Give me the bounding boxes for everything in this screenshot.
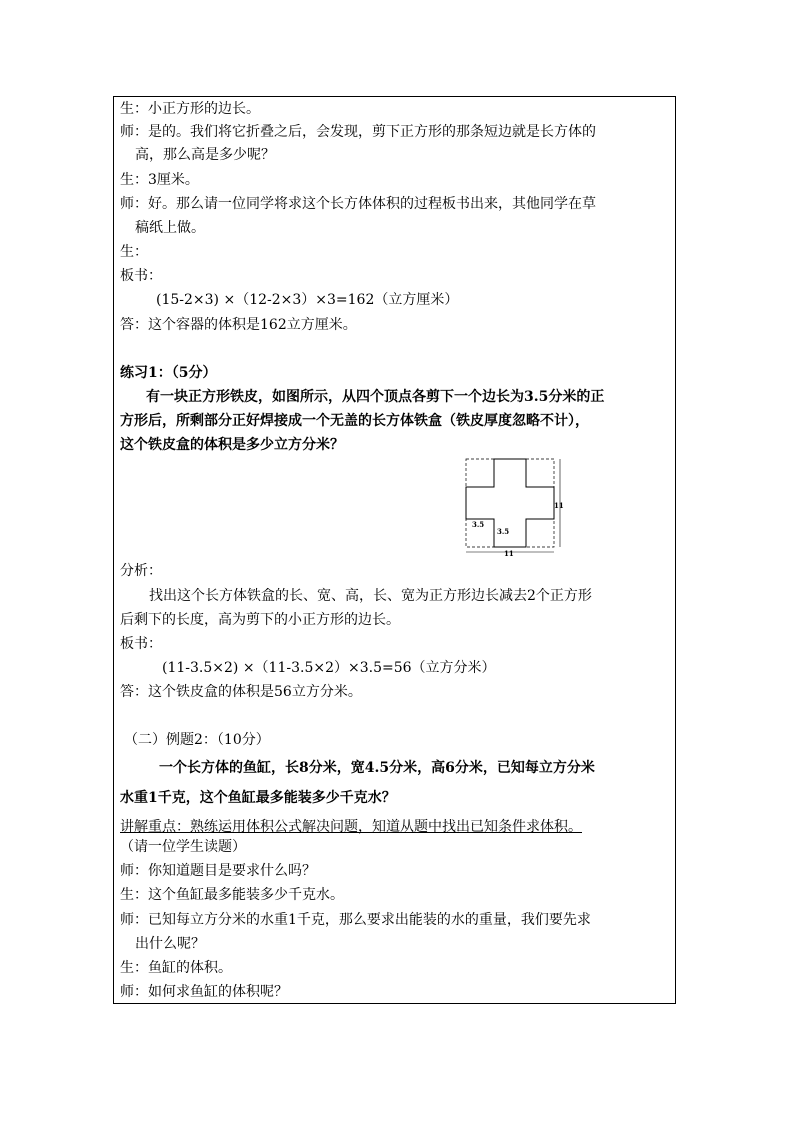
cross-diagram bbox=[464, 457, 568, 557]
text-line: 高，那么高是多少呢？ bbox=[135, 147, 275, 163]
answer-line: 答：这个铁皮盒的体积是56立方分米。 bbox=[120, 684, 362, 700]
side-label: 11 bbox=[554, 501, 564, 510]
cross-shape bbox=[466, 459, 554, 547]
bottom-label: 11 bbox=[504, 549, 514, 557]
focus-text: 讲解重点：熟练运用体积公式解决问题，知道从题中找出已知条件求体积。 bbox=[120, 819, 582, 835]
text-line: 生：鱼缸的体积。 bbox=[120, 960, 232, 976]
inner-label: 3.5 bbox=[497, 527, 510, 536]
formula-line: (11-3.5×2) ×（11-3.5×2）×3.5=56（立方分米） bbox=[162, 660, 496, 676]
outer-square bbox=[466, 459, 554, 547]
problem-text: 这个铁皮盒的体积是多少立方分米？ bbox=[120, 437, 344, 453]
problem-text: 水重1千克，这个鱼缸最多能装多少千克水？ bbox=[120, 790, 396, 806]
example-title: （二）例题2：（10分） bbox=[124, 732, 270, 748]
answer-line: 答：这个容器的体积是162立方厘米。 bbox=[120, 317, 357, 333]
problem-text: 方形后，所剩部分正好焊接成一个无盖的长方体铁盒（铁皮厚度忽略不计）， bbox=[120, 413, 589, 429]
text-line: 生： bbox=[120, 244, 148, 260]
text-line: 稿纸上做。 bbox=[135, 220, 205, 236]
text-line: 师：好。那么请一位同学将求这个长方体体积的过程板书出来，其他同学在草 bbox=[120, 196, 596, 212]
text-line: 师：是的。我们将它折叠之后，会发现，剪下正方形的那条短边就是长方体的 bbox=[120, 124, 596, 140]
text-line: 出什么呢？ bbox=[135, 936, 205, 952]
text-line: （请一位学生读题） bbox=[120, 839, 246, 855]
text-line: 生：这个鱼缸最多能装多少千克水。 bbox=[120, 887, 344, 903]
text-line: 板书： bbox=[120, 268, 162, 284]
formula-line: (15-2×3) ×（12-2×3）×3=162（立方厘米） bbox=[156, 292, 459, 308]
analysis-text: 找出这个长方体铁盒的长、宽、高，长、宽为正方形边长减去2个正方形 bbox=[149, 588, 592, 604]
section-label: 板书： bbox=[120, 636, 162, 652]
text-line: 生：小正方形的边长。 bbox=[120, 101, 260, 117]
text-line: 师：如何求鱼缸的体积呢？ bbox=[120, 984, 288, 1000]
text-line: 师：你知道题目是要求什么吗？ bbox=[120, 863, 316, 879]
problem-text: 一个长方体的鱼缸，长8分米，宽4.5分米，高6分米，已知每立方分米 bbox=[159, 760, 595, 776]
analysis-text: 后剩下的长度，高为剪下的小正方形的边长。 bbox=[120, 612, 400, 628]
section-label: 分析： bbox=[120, 563, 162, 579]
exercise-title: 练习1：（5分） bbox=[120, 365, 217, 381]
text-line: 师：已知每立方分米的水重1千克，那么要求出能装的水的重量，我们要先求 bbox=[120, 912, 591, 928]
text-line: 生：3厘米。 bbox=[120, 172, 199, 188]
problem-text: 有一块正方形铁皮，如图所示，从四个顶点各剪下一个边长为3.5分米的正 bbox=[146, 389, 605, 405]
corner-label: 3.5 bbox=[472, 520, 485, 529]
